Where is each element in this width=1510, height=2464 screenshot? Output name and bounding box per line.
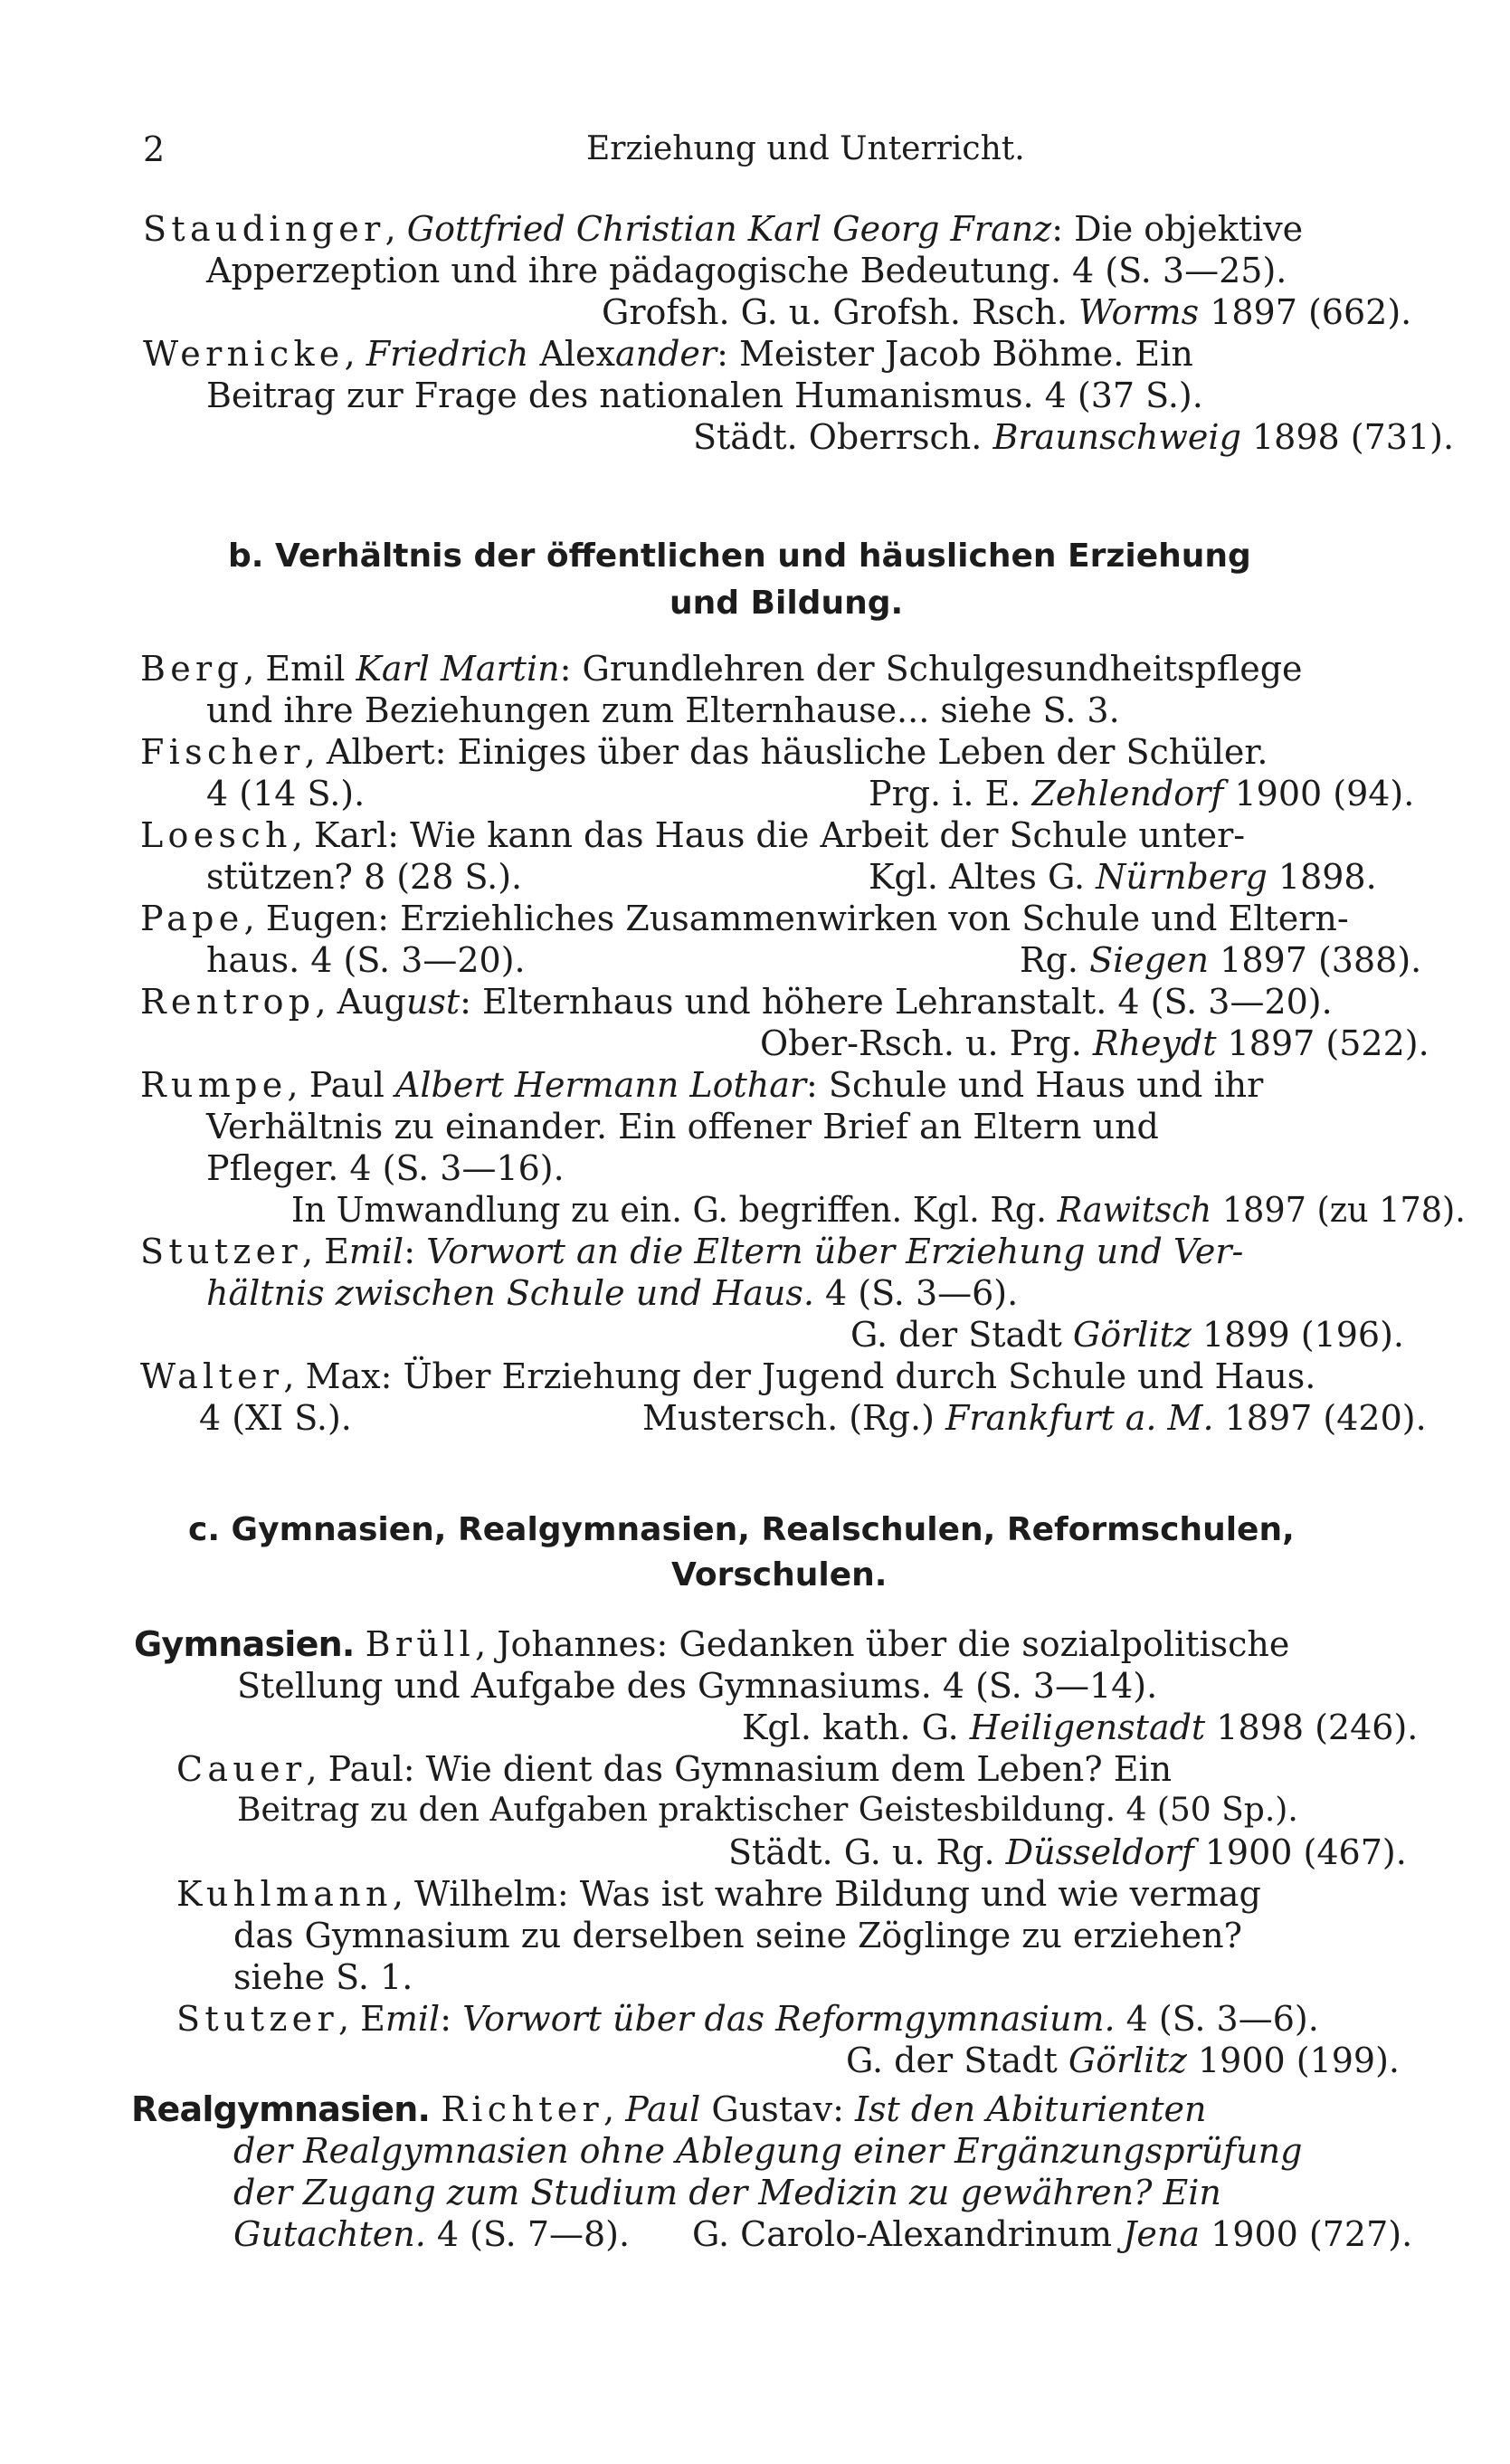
- school: G. Carolo-Alexandrinum: [692, 2214, 1113, 2254]
- entry-title: , Karl: Wie kann das Haus die Arbeit der Schule unter-: [291, 815, 1246, 855]
- entry-title: : Grundlehren der Schulgesundheitspflege: [559, 649, 1303, 689]
- entry-pape-line-2: haus. 4 (S. 3—20).: [206, 940, 526, 980]
- entry-walter-line-1: [140, 1356, 1315, 1397]
- running-title: Erziehung und Unterricht.: [586, 130, 1025, 167]
- author-given-plain: , E: [301, 1232, 349, 1271]
- entry-berg-line-1: [140, 648, 1303, 690]
- author-given-italic: Paul: [625, 2089, 701, 2129]
- city: Düsseldorf: [1005, 1832, 1194, 1872]
- entry-rumpe-line-2: Verhältnis zu einander. Ein offener Brief an Eltern und: [206, 1107, 1159, 1146]
- entry-cauer-line-1: [176, 1748, 1172, 1790]
- entry-wernicke-source: [693, 416, 1454, 458]
- entry-cauer-line-2: Beitrag zu den Aufgaben praktischer Geistesbildung. 4 (50 Sp.).: [237, 1792, 1298, 1829]
- year-number: 1900 (467).: [1204, 1832, 1407, 1872]
- year-number: 1897 (420).: [1224, 1398, 1427, 1438]
- entry-title: : Meister Jacob Böhme. Ein: [717, 334, 1193, 374]
- author-given-plain: ,: [603, 2089, 626, 2129]
- entry-kuhlmann-line-1: [176, 1873, 1261, 1915]
- entry-title-cont: hältnis zwischen Schule und Haus.: [206, 1273, 814, 1313]
- entry-pape-line-1: [140, 898, 1349, 939]
- entry-title: Vorwort über das Reformgymnasium.: [462, 1999, 1116, 2039]
- entry-colon: :: [440, 1999, 463, 2039]
- city: Braunschweig: [992, 417, 1241, 457]
- subsection-realgymnasien-label: Realgymnasien.: [131, 2089, 431, 2129]
- entry-title: , Paul: Wie dient das Gymnasium dem Leben? Ein: [306, 1749, 1173, 1789]
- entry-loesch-source: [869, 856, 1377, 898]
- section-c-heading-line-1: c. Gymnasien, Realgymnasien, Realschulen, Reformschulen,: [188, 1511, 1295, 1548]
- section-b-heading-line-2: und Bildung.: [670, 585, 904, 622]
- author-given-second-italic: ander: [614, 334, 717, 374]
- entry-berg-line-2: und ihre Beziehungen zum Elternhause... siehe S. 3.: [206, 690, 1120, 730]
- entry-format: 4 (S. 3—6).: [813, 1273, 1019, 1313]
- city: Zehlendorf: [1031, 774, 1224, 813]
- author-given-plain: , E: [337, 1999, 385, 2039]
- entry-staudinger-line-2: Apperzeption und ihre pädagogische Bedeutung. 4 (S. 3—25).: [206, 251, 1287, 290]
- section-c-heading-line-2: Vorschulen.: [671, 1556, 888, 1594]
- entry-title: , Wilhelm: Was ist wahre Bildung und wie vermag: [392, 1874, 1261, 1914]
- entry-title: Ist den Abiturienten: [855, 2089, 1207, 2129]
- entry-rumpe-line-3: Pfleger. 4 (S. 3—16).: [206, 1148, 565, 1188]
- school: G. der Stadt: [850, 1315, 1062, 1355]
- entry-rumpe-source: [291, 1189, 1466, 1231]
- author-surname: Wernicke: [143, 334, 345, 374]
- entry-stutzer-line-1: [140, 1231, 1243, 1272]
- entry-walter-source: [642, 1397, 1427, 1439]
- year-number: 1898.: [1277, 857, 1377, 897]
- author-given-second: Alex: [539, 334, 615, 374]
- city: Frankfurt a. M.: [945, 1398, 1214, 1438]
- city: Nürnberg: [1096, 857, 1268, 897]
- school: In Umwandlung zu ein. G. begriffen. Kgl. Rg.: [291, 1190, 1047, 1230]
- school: Kgl. Altes G.: [869, 857, 1086, 897]
- entry-stutzer-source: [850, 1314, 1404, 1356]
- entry-title: , Max: Über Erziehung der Jugend durch Schule und Haus.: [283, 1356, 1316, 1396]
- entry-loesch-line-1: [140, 814, 1245, 856]
- author-given-italic: mil: [348, 1232, 404, 1271]
- author-surname: Berg: [140, 649, 244, 689]
- entry-wernicke-line-1: Wernicke, Friedrich Alexander: Meister Jacob Böhme. Ein: [143, 334, 1193, 374]
- page-number: 2: [143, 129, 166, 169]
- entry-richter-line-1: [131, 2088, 1206, 2130]
- entry-title: , Albert: Einiges über das häusliche Leben der Schüler.: [304, 732, 1268, 772]
- entry-title: : Die objektive: [1051, 209, 1304, 249]
- author-surname: Richter: [441, 2089, 604, 2129]
- entry-fischer-line-1: [140, 731, 1268, 773]
- entry-rentrop-line-1: [140, 981, 1333, 1023]
- entry-kuhlmann-line-3: siehe S. 1.: [233, 1957, 413, 1997]
- entry-richter-line-2: der Realgymnasien ohne Ablegung einer Ergänzungsprüfung: [233, 2131, 1303, 2171]
- entry-wernicke-line-2: Beitrag zur Frage des nationalen Humanismus. 4 (37 S.).: [206, 376, 1203, 415]
- author-surname: Stutzer: [140, 1232, 302, 1271]
- entry-bruell-line-1: [134, 1623, 1289, 1665]
- school: Rg.: [1020, 940, 1079, 980]
- entry-pape-source: [1020, 939, 1421, 981]
- year-number: 1897 (zu 178).: [1221, 1190, 1466, 1230]
- entry-richter-line-4: [233, 2213, 630, 2255]
- author-given-plain: , Emil: [243, 649, 356, 689]
- entry-title: Vorwort an die Eltern über Erziehung und Ver-: [426, 1232, 1244, 1271]
- entry-richter-source: [692, 2213, 1412, 2255]
- author-surname: Rentrop: [140, 982, 316, 1022]
- subsection-gymnasien-label: Gymnasien.: [134, 1624, 355, 1664]
- entry-title: , Johannes: Gedanken über die sozialpolitische: [475, 1624, 1290, 1664]
- city: Jena: [1123, 2214, 1201, 2254]
- year-number: 1899 (196).: [1201, 1315, 1405, 1355]
- year-number: 1898 (246).: [1216, 1708, 1419, 1747]
- entry-title: : Elternhaus und höhere Lehranstalt. 4 (S. 3—20).: [460, 982, 1333, 1022]
- author-surname: Walter: [140, 1356, 284, 1396]
- entry-colon: :: [404, 1232, 427, 1271]
- author-surname: Rumpe: [140, 1065, 288, 1105]
- city: Rawitsch: [1057, 1190, 1212, 1230]
- author-given-plain: , Paul: [287, 1065, 395, 1105]
- section-b-heading-line-1: b. Verhältnis der öffentlichen und häuslichen Erziehung: [228, 538, 1251, 575]
- author-given-first: Friedrich: [366, 334, 529, 374]
- entry-bruell-source: [742, 1707, 1418, 1748]
- entry-title: , Eugen: Erziehliches Zusammenwirken von Schule und Eltern-: [243, 899, 1349, 938]
- author-surname: Stutzer: [176, 1999, 338, 2039]
- city: Heiligenstadt: [969, 1708, 1206, 1747]
- entry-rumpe-line-1: [140, 1064, 1263, 1106]
- entry-rentrop-source: [760, 1023, 1429, 1064]
- entry-stutzer-line-2: [206, 1272, 1018, 1314]
- author-surname: Loesch: [140, 815, 292, 855]
- city: Rheydt: [1092, 1023, 1217, 1063]
- school: Städt. Oberrsch.: [693, 417, 983, 457]
- author-given-italic: mil: [385, 1999, 441, 2039]
- author-surname: Staudinger: [143, 209, 385, 249]
- school: Ober-Rsch. u. Prg.: [760, 1023, 1082, 1063]
- year-number: 1900 (94).: [1234, 774, 1415, 813]
- author-surname: Pape: [140, 899, 244, 938]
- author-given-plain: , Aug: [315, 982, 406, 1022]
- city: Görlitz: [1068, 2041, 1187, 2080]
- author-surname: Brüll: [365, 1624, 476, 1664]
- author-surname: Fischer: [140, 732, 305, 772]
- entry-staudinger-line-1: Staudinger, Gottfried Christian Karl Georg Franz: Die objektive: [143, 209, 1304, 249]
- author-given-italic: ust: [405, 982, 461, 1022]
- city: Worms: [1078, 292, 1200, 332]
- entry-stutzer2-line-1: [176, 1998, 1319, 2040]
- entry-loesch-line-2: stützen? 8 (28 S.).: [206, 857, 523, 897]
- author-surname: Cauer: [176, 1749, 307, 1789]
- entry-cauer-source: [728, 1831, 1407, 1873]
- year-number: 1897 (522).: [1227, 1023, 1429, 1063]
- entry-fischer-source: [869, 773, 1414, 814]
- city: Görlitz: [1072, 1315, 1192, 1355]
- author-given-plain-2: Gustav:: [700, 2089, 856, 2129]
- author-given-italic: Karl Martin: [356, 649, 560, 689]
- entry-stutzer2-source: [846, 2040, 1400, 2081]
- school: Kgl. kath. G.: [742, 1708, 959, 1747]
- city: Siegen: [1089, 940, 1210, 980]
- entry-title-cont: Gutachten.: [233, 2214, 426, 2254]
- year-number: 1897 (388).: [1220, 940, 1422, 980]
- school: Grofsh. G. u. Grofsh. Rsch.: [602, 292, 1068, 332]
- school: Städt. G. u. Rg.: [728, 1832, 995, 1872]
- entry-walter-format: 4 (XI S.).: [199, 1398, 352, 1438]
- author-given-italic: Albert Hermann Lothar: [394, 1065, 807, 1105]
- entry-format: 4 (S. 7—8).: [425, 2214, 631, 2254]
- entry-bruell-line-2: Stellung und Aufgabe des Gymnasiums. 4 (S. 3—14).: [237, 1666, 1158, 1706]
- entry-fischer-format: 4 (14 S.).: [206, 774, 366, 813]
- school: G. der Stadt: [846, 2041, 1058, 2080]
- year-number: 1898 (731).: [1252, 417, 1455, 457]
- entry-staudinger-source: [602, 291, 1411, 333]
- entry-title: : Schule und Haus und ihr: [806, 1065, 1264, 1105]
- entry-kuhlmann-line-2: das Gymnasium zu derselben seine Zöglinge zu erziehen?: [233, 1916, 1243, 1955]
- year-number: 1897 (662).: [1210, 292, 1412, 332]
- entry-richter-line-3: der Zugang zum Studium der Medizin zu gewähren? Ein: [233, 2173, 1221, 2212]
- school: Mustersch. (Rg.): [642, 1398, 935, 1438]
- year-number: 1900 (199).: [1197, 2041, 1401, 2080]
- entry-format: 4 (S. 3—6).: [1115, 1999, 1319, 2039]
- author-given-names: Gottfried Christian Karl Georg Franz: [406, 209, 1052, 249]
- year-number: 1900 (727).: [1211, 2214, 1413, 2254]
- author-surname: Kuhlmann: [176, 1874, 393, 1914]
- school: Prg. i. E.: [869, 774, 1021, 813]
